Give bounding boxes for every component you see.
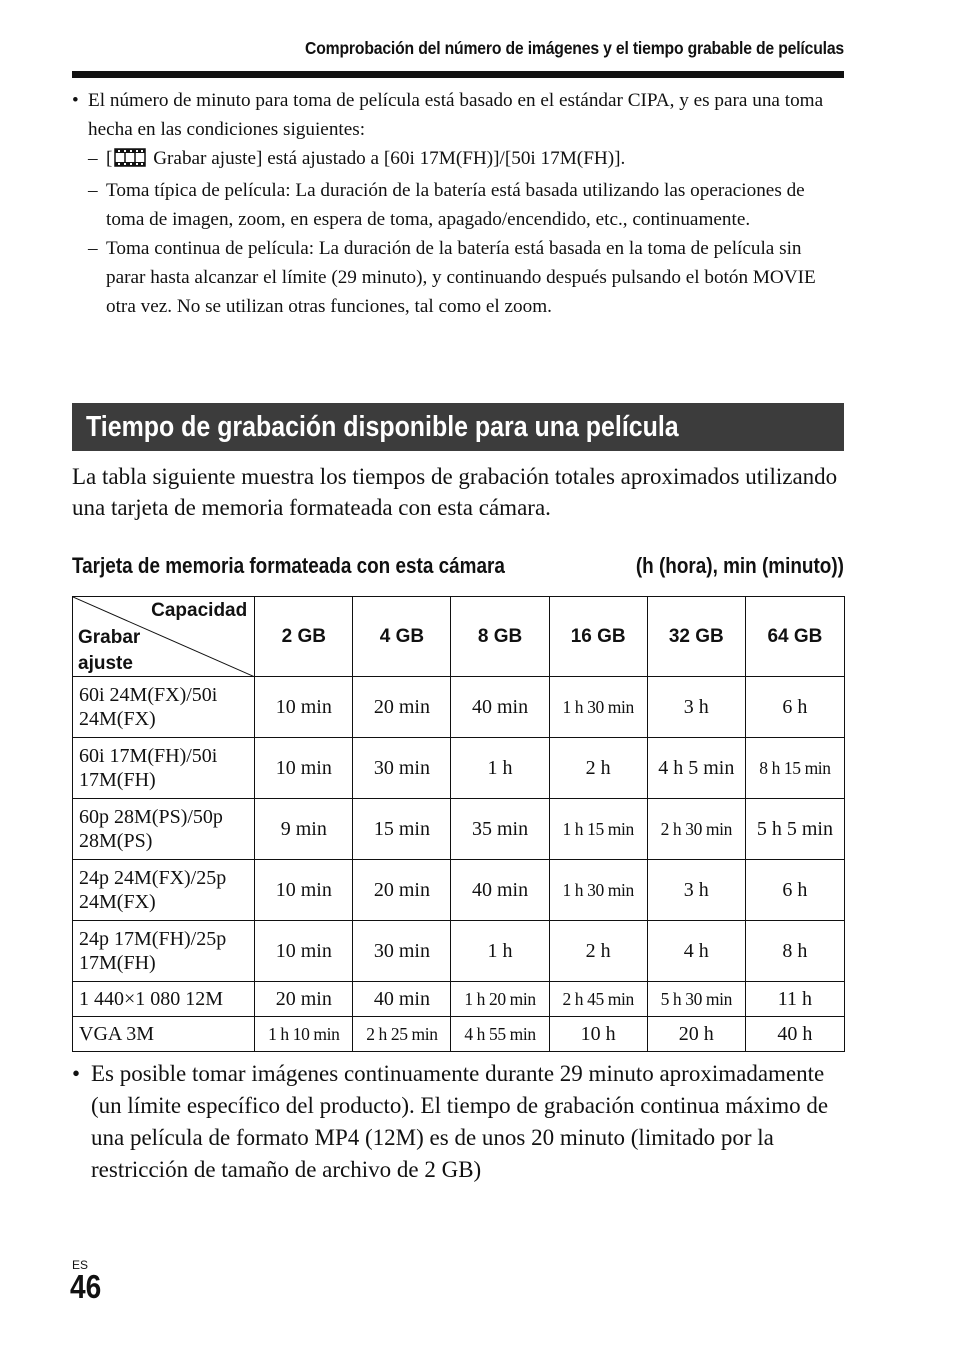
- row-label: 60i 17M(FH)/50i 17M(FH): [73, 738, 255, 799]
- row-label: 24p 17M(FH)/25p 17M(FH): [73, 921, 255, 982]
- table-cell: 40 min: [451, 860, 549, 921]
- table-cell: 10 min: [255, 860, 353, 921]
- dash1-before: [: [106, 148, 113, 169]
- dash2-text: Toma típica de película: La duración de la batería está basada utilizando las operaciones de toma de imagen, zoom, en espera de toma, apagado/encendido, etc., continuamente.: [106, 180, 805, 230]
- table-cell: 6 h: [745, 860, 844, 921]
- recording-time-table: [72, 596, 845, 1052]
- table-cell: 4 h: [647, 921, 745, 982]
- row-label: 1 440×1 080 12M: [73, 982, 255, 1017]
- table-cell: 40 h: [745, 1017, 844, 1052]
- table-cell: 4 h 55 min: [451, 1017, 549, 1052]
- table-cell: 1 h 20 min: [451, 982, 549, 1017]
- dash-mark: –: [88, 148, 98, 169]
- table-row: [73, 738, 845, 799]
- table-cell: 11 h: [745, 982, 844, 1017]
- table-cell: 10 min: [255, 921, 353, 982]
- section-title: Tiempo de grabación disponible para una película: [86, 411, 679, 443]
- table-cell: 20 min: [353, 860, 451, 921]
- table-cell: 8 h: [745, 921, 844, 982]
- section-title-band: [72, 403, 844, 451]
- notes-dash-1: [72, 144, 832, 176]
- col-header: 4 GB: [353, 597, 451, 677]
- table-cell: 40 min: [353, 982, 451, 1017]
- notes-block: [72, 86, 832, 321]
- row-label: 60p 28M(PS)/50p 28M(PS): [73, 799, 255, 860]
- table-cell: 1 h 30 min: [549, 677, 647, 738]
- table-row: [73, 982, 845, 1017]
- table-cell: 1 h 10 min: [255, 1017, 353, 1052]
- col-header: 64 GB: [745, 597, 844, 677]
- table-cell: 10 min: [255, 677, 353, 738]
- table-cell: 30 min: [353, 921, 451, 982]
- table-cell: 10 h: [549, 1017, 647, 1052]
- table-cell: 5 h 5 min: [745, 799, 844, 860]
- table-subhead: [72, 553, 844, 581]
- section-intro: La tabla siguiente muestra los tiempos de grabación totales aproximados utilizando una tarjeta de memoria formateada con esta cámara.: [72, 464, 838, 520]
- table-cell: 1 h 30 min: [549, 860, 647, 921]
- table-cell: 1 h: [451, 738, 549, 799]
- row-label: 60i 24M(FX)/50i 24M(FX): [73, 677, 255, 738]
- table-cell: 15 min: [353, 799, 451, 860]
- table-cell: 40 min: [451, 677, 549, 738]
- table-cell: 2 h: [549, 921, 647, 982]
- col-header: 32 GB: [647, 597, 745, 677]
- movie-film-icon: [114, 147, 146, 176]
- page-number: 46: [70, 1268, 102, 1305]
- table-cell: 10 min: [255, 738, 353, 799]
- dash-mark: –: [88, 238, 98, 259]
- table-cell: 2 h 30 min: [647, 799, 745, 860]
- table-cell: 2 h: [549, 738, 647, 799]
- header-rule: [72, 71, 844, 78]
- bottom-note-bullet: • Es posible tomar imágenes continuamente durante 29 minuto aproximadamente (un límite específico del producto). El tiempo de grabación continua máximo de una película de formato MP4 (12M) es de unos 20 minuto (limitado por la restricción de tamaño de archivo de 2 GB): [72, 1058, 852, 1186]
- table-corner-cell: [73, 597, 255, 677]
- bottom-note: [72, 1058, 852, 1186]
- table-row: [73, 799, 845, 860]
- table-row: [73, 860, 845, 921]
- table-header-row: [73, 597, 845, 677]
- table-cell: 5 h 30 min: [647, 982, 745, 1017]
- table-cell: 3 h: [647, 860, 745, 921]
- notes-bullet: • El número de minuto para toma de película está basado en el estándar CIPA, y es para una toma hecha en las condiciones siguientes:: [72, 86, 832, 144]
- col-header: 8 GB: [451, 597, 549, 677]
- running-header: Comprobación del número de imágenes y el tiempo grabable de películas: [305, 38, 844, 58]
- row-label: 24p 24M(FX)/25p 24M(FX): [73, 860, 255, 921]
- col-header: 16 GB: [549, 597, 647, 677]
- table-cell: 1 h: [451, 921, 549, 982]
- table-cell: 2 h 45 min: [549, 982, 647, 1017]
- corner-setting-line2: ajuste: [78, 653, 133, 674]
- table-row: [73, 1017, 845, 1052]
- table-row: [73, 677, 845, 738]
- corner-capacity-label: Capacidad: [151, 600, 248, 621]
- col-header: 2 GB: [255, 597, 353, 677]
- dash3-text: Toma continua de película: La duración de la batería está basada en la toma de película sin parar hasta alcanzar el límite (29 minuto), y continuando después pulsando el botón MOVIE otra vez. No se utilizan otras funciones, tal como el zoom.: [106, 238, 816, 317]
- notes-dash-3: [72, 234, 832, 321]
- row-label: VGA 3M: [73, 1017, 255, 1052]
- dash1-after: Grabar ajuste] está ajustado a [60i 17M(FH)]/[50i 17M(FH)].: [148, 148, 626, 169]
- table-cell: 20 h: [647, 1017, 745, 1052]
- table-cell: 4 h 5 min: [647, 738, 745, 799]
- table-cell: 3 h: [647, 677, 745, 738]
- page-language-code: ES: [72, 1258, 89, 1272]
- table-cell: 2 h 25 min: [353, 1017, 451, 1052]
- table-cell: 9 min: [255, 799, 353, 860]
- subhead-left: Tarjeta de memoria formateada con esta cámara: [72, 553, 505, 578]
- table-cell: 8 h 15 min: [745, 738, 844, 799]
- table-cell: 6 h: [745, 677, 844, 738]
- table-cell: 1 h 15 min: [549, 799, 647, 860]
- table-cell: 35 min: [451, 799, 549, 860]
- notes-dash-2: [72, 176, 832, 234]
- table-cell: 20 min: [353, 677, 451, 738]
- table-cell: 30 min: [353, 738, 451, 799]
- dash-mark: –: [88, 180, 98, 201]
- subhead-units: (h (hora), min (minuto)): [635, 553, 844, 578]
- table-row: [73, 921, 845, 982]
- corner-setting-label: [78, 625, 140, 677]
- corner-setting-line1: Grabar: [78, 627, 141, 648]
- table-cell: 20 min: [255, 982, 353, 1017]
